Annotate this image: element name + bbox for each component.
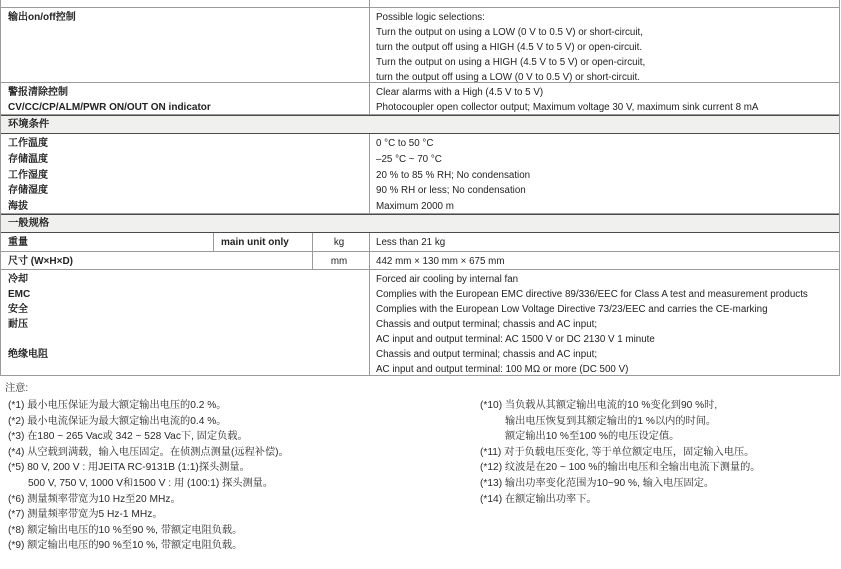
footnote-7: (*7) 测量频率带宽为5 Hz-1 MHz。 <box>8 509 163 521</box>
alarm-clear-value: Clear alarms with a High (4.5 V to 5 V) <box>376 87 544 98</box>
alarm-clear-label: 警报清除控制 <box>8 87 68 98</box>
footnotes-title: 注意: <box>5 383 29 394</box>
safety-value: Complies with the European Low Voltage Directive 73/23/EEC and carries the CE-marking <box>376 304 768 315</box>
output-control-line: turn the output off using a HIGH (4.5 V to 5 V) or open-circuit. <box>376 42 643 53</box>
dimensions-unit: mm <box>312 252 369 269</box>
withstand-voltage-label: 耐压 <box>8 319 28 330</box>
cropped-top-row <box>1 0 839 8</box>
withstand-voltage-value-2: AC input and output terminal: AC 1500 V or DC 2130 V 1 minute <box>376 334 655 345</box>
storage-temp-label: 存储温度 <box>8 153 48 165</box>
footnotes-body <box>0 398 841 554</box>
weight-label: 重量 <box>8 237 28 248</box>
footnotes-left-column <box>8 398 453 554</box>
dimensions-value: 442 mm × 130 mm × 675 mm <box>369 252 839 269</box>
weight-value: Less than 21 kg <box>369 233 839 251</box>
insulation-resistance-value-1: Chassis and output terminal; chassis and AC input; <box>376 349 598 360</box>
environment-values <box>369 134 839 213</box>
spacer-line <box>8 332 365 347</box>
storage-humidity-value: 90 % RH or less; No condensation <box>376 185 526 197</box>
row-general-misc <box>1 270 839 376</box>
output-control-line: Turn the output on using a LOW (0 V to 0.5 V) or short-circuit, <box>376 27 643 38</box>
row-dimensions <box>1 252 839 270</box>
footnote-4: (*4) 从空载到满载，输入电压固定。在侦测点测量(远程补偿)。 <box>8 446 289 458</box>
withstand-voltage-value-1: Chassis and output terminal; chassis and AC input; <box>376 319 598 330</box>
emc-label: EMC <box>8 289 31 300</box>
weight-qualifier: main unit only <box>213 233 312 251</box>
safety-label: 安全 <box>8 304 28 315</box>
footnote-5: (*5) 80 V, 200 V : 用JEITA RC-9131B (1:1)探头测量。 <box>8 462 250 474</box>
output-control-line: Turn the output on using a HIGH (4.5 V to 5 V) or open-circuit, <box>376 57 646 68</box>
footnote-8: (*8) 额定输出电压的10 %至90 %, 带额定电阻负载。 <box>8 524 243 536</box>
row-output-onoff-control <box>1 8 839 83</box>
storage-temp-value: –25 °C ~ 70 °C <box>376 153 442 165</box>
footnote-5-continued: 500 V, 750 V, 1000 V和1500 V : 用 (100:1) 探头测量。 <box>28 477 274 489</box>
footnotes <box>0 381 841 554</box>
footnote-11: (*11) 对于负载电压变化, 等于单位额定电压，固定输入电压。 <box>480 446 755 458</box>
footnote-3: (*3) 在180 ~ 265 Vac或 342 ~ 528 Vac下, 固定负载。 <box>8 431 248 443</box>
general-misc-labels <box>1 270 369 375</box>
footnote-6: (*6) 测量频率带宽为10 Hz至20 MHz。 <box>8 493 181 505</box>
section-header-general-specs: 一般规格 <box>1 214 839 233</box>
footnote-2: (*2) 最小电流保证为最大额定输出电流的0.4 %。 <box>8 415 227 427</box>
cooling-label: 冷却 <box>8 274 28 285</box>
operating-temp-label: 工作温度 <box>8 138 48 149</box>
section-header-environment: 环境条件 <box>1 115 839 134</box>
output-control-label: 输出on/off控制 <box>8 12 76 23</box>
storage-humidity-label: 存储湿度 <box>8 185 48 197</box>
footnote-14: (*14) 在额定输出功率下。 <box>480 493 597 505</box>
weight-unit: kg <box>312 233 369 251</box>
row-weight <box>1 233 839 252</box>
footnote-13: (*13) 输出功率变化范围为10~90 %, 输入电压固定。 <box>480 477 715 489</box>
footnote-1: (*1) 最小电压保证为最大额定输出电压的0.2 %。 <box>8 400 227 411</box>
environment-labels <box>1 134 369 213</box>
cooling-value: Forced air cooling by internal fan <box>376 274 519 285</box>
emc-value: Complies with the European EMC directive 89/336/EEC for Class A test and measurement products <box>376 289 808 300</box>
operating-humidity-label: 工作湿度 <box>8 169 48 181</box>
row-environment-conditions <box>1 134 839 214</box>
footnote-10: (*10) 当负载从其额定输出电流的10 %变化到90 %时, <box>480 400 718 411</box>
insulation-resistance-label: 绝缘电阻 <box>8 349 48 360</box>
insulation-resistance-value-2: AC input and output terminal: 100 MΩ or more (DC 500 V) <box>376 364 629 375</box>
cropped-top-value-cell <box>369 0 839 7</box>
footnote-10-continued: 额定输出10 %至100 %的电压设定值。 <box>505 431 680 443</box>
indicator-value: Photocoupler open collector output; Maximum voltage 30 V, maximum sink current 8 mA <box>376 102 759 113</box>
footnote-12: (*12) 纹波是在20 ~ 100 %的输出电压和全输出电流下测量的。 <box>480 462 761 474</box>
output-control-line: Possible logic selections: <box>376 12 485 23</box>
operating-temp-value: 0 °C to 50 °C <box>376 138 434 149</box>
indicator-label: CV/CC/CP/ALM/PWR ON/OUT ON indicator <box>8 102 211 113</box>
output-control-values <box>369 8 839 82</box>
altitude-label: 海拔 <box>8 201 28 213</box>
row-alarm-clear <box>1 83 839 115</box>
altitude-value: Maximum 2000 m <box>376 201 454 213</box>
footnote-10-continued: 输出电压恢复到其额定输出的1 %以内的时间。 <box>505 415 717 427</box>
alarm-values <box>369 83 839 114</box>
dimensions-label: 尺寸 (W×H×D) <box>8 256 73 267</box>
general-misc-values <box>369 270 839 375</box>
operating-humidity-value: 20 % to 85 % RH; No condensation <box>376 169 531 181</box>
cropped-top-label-cell <box>1 0 369 7</box>
alarm-labels <box>1 83 369 114</box>
footnotes-right-column <box>480 398 840 507</box>
output-control-line: turn the output off using a LOW (0 V to 0.5 V) or short-circuit. <box>376 72 640 83</box>
footnote-9: (*9) 额定输出电压的90 %至10 %, 带额定电阻负载。 <box>8 540 243 552</box>
